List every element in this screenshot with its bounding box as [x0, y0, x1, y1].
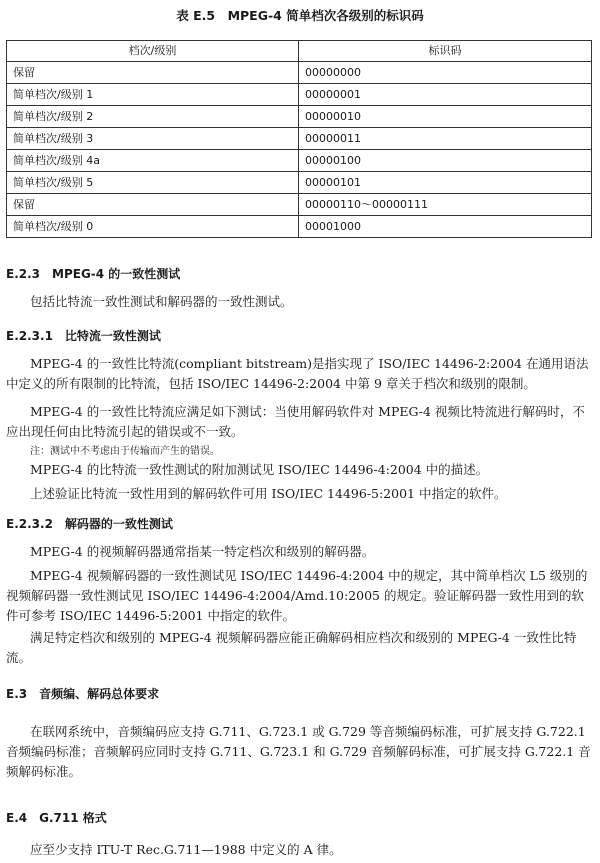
profile-level-cell: 简单档次/级别 2	[7, 106, 299, 128]
profile-level-cell: 保留	[7, 62, 299, 84]
paragraph: 满足特定档次和级别的 MPEG-4 视频解码器应能正确解码相应档次和级别的 MPEG-4 一致性比特流。	[6, 630, 577, 665]
code-cell: 00000010	[299, 106, 592, 128]
table-row	[7, 84, 592, 106]
code-cell: 00000011	[299, 128, 592, 150]
code-cell: 00000000	[299, 62, 592, 84]
paragraph: 在联网系统中，音频编码应支持 G.711、G.723.1 或 G.729 等音频编码标准，可扩展支持 G.722.1 音频编码标准；音频解码应同时支持 G.711、G.723.1 和 G.729 音频解码标准，可扩展支持 G.722.1 音频解码标准。	[6, 724, 591, 779]
paragraph: MPEG-4 视频解码器的一致性测试见 ISO/IEC 14496-4:2004 中的规定，其中简单档次 L5 级别的视频解码器一致性测试见 ISO/IEC 14496-4:2004/Amd.10:2005 的规定。验证解码器一致性用到的软件可参考 ISO/IEC 14496-5:2001 中指定的软件。	[6, 568, 588, 623]
table-caption: 表 E.5 MPEG-4 简单档次各级别的标识码	[176, 8, 424, 23]
section-heading-e-3: E.3 音频编、解码总体要求	[6, 687, 160, 701]
paragraph: 包括比特流一致性测试和解码器的一致性测试。	[30, 294, 293, 309]
profile-level-cell: 保留	[7, 194, 299, 216]
profile-level-cell: 简单档次/级别 1	[7, 84, 299, 106]
table-row	[7, 62, 592, 84]
code-cell: 00000101	[299, 172, 592, 194]
profile-level-cell: 简单档次/级别 4a	[7, 150, 299, 172]
profile-level-cell: 简单档次/级别 5	[7, 172, 299, 194]
table-row	[7, 216, 592, 238]
table-row	[7, 150, 592, 172]
table-row	[7, 172, 592, 194]
profile-level-cell: 简单档次/级别 3	[7, 128, 299, 150]
table-header-row	[7, 41, 592, 62]
paragraph: 应至少支持 ITU-T Rec.G.711—1988 中定义的 A 律。	[30, 842, 342, 857]
paragraph: MPEG-4 的一致性比特流应满足如下测试：当使用解码软件对 MPEG-4 视频比特流进行解码时，不应出现任何由比特流引起的错误或不一致。	[6, 404, 585, 439]
table-row	[7, 106, 592, 128]
section-heading-e-4: E.4 G.711 格式	[6, 811, 107, 825]
paragraph: MPEG-4 的视频解码器通常指某一特定档次和级别的解码器。	[30, 544, 375, 559]
column-header-identifier-code: 标识码	[299, 41, 592, 62]
column-header-profile-level: 档次/级别	[7, 41, 299, 62]
code-cell: 00001000	[299, 216, 592, 238]
note: 注：测试中不考虑由于传输而产生的错误。	[30, 446, 220, 457]
section-heading-e-2-3-1: E.2.3.1 比特流一致性测试	[6, 329, 161, 343]
section-heading-e-2-3-2: E.2.3.2 解码器的一致性测试	[6, 517, 173, 531]
paragraph: MPEG-4 的比特流一致性测试的附加测试见 ISO/IEC 14496-4:2004 中的描述。	[30, 462, 489, 477]
code-cell: 00000110～00000111	[299, 194, 592, 216]
code-cell: 00000001	[299, 84, 592, 106]
table-row	[7, 128, 592, 150]
section-heading-e-2-3: E.2.3 MPEG-4 的一致性测试	[6, 267, 181, 281]
paragraph: 上述验证比特流一致性用到的解码软件可用 ISO/IEC 14496-5:2001 中指定的软件。	[30, 486, 507, 501]
profile-level-cell: 简单档次/级别 0	[7, 216, 299, 238]
paragraph: MPEG-4 的一致性比特流(compliant bitstream)是指实现了 ISO/IEC 14496-2:2004 在通用语法中定义的所有限制的比特流，包括 ISO/IEC 14496-2:2004 中第 9 章关于档次和级别的限制。	[6, 356, 589, 391]
profile-level-code-table	[6, 40, 592, 238]
table-row	[7, 194, 592, 216]
code-cell: 00000100	[299, 150, 592, 172]
